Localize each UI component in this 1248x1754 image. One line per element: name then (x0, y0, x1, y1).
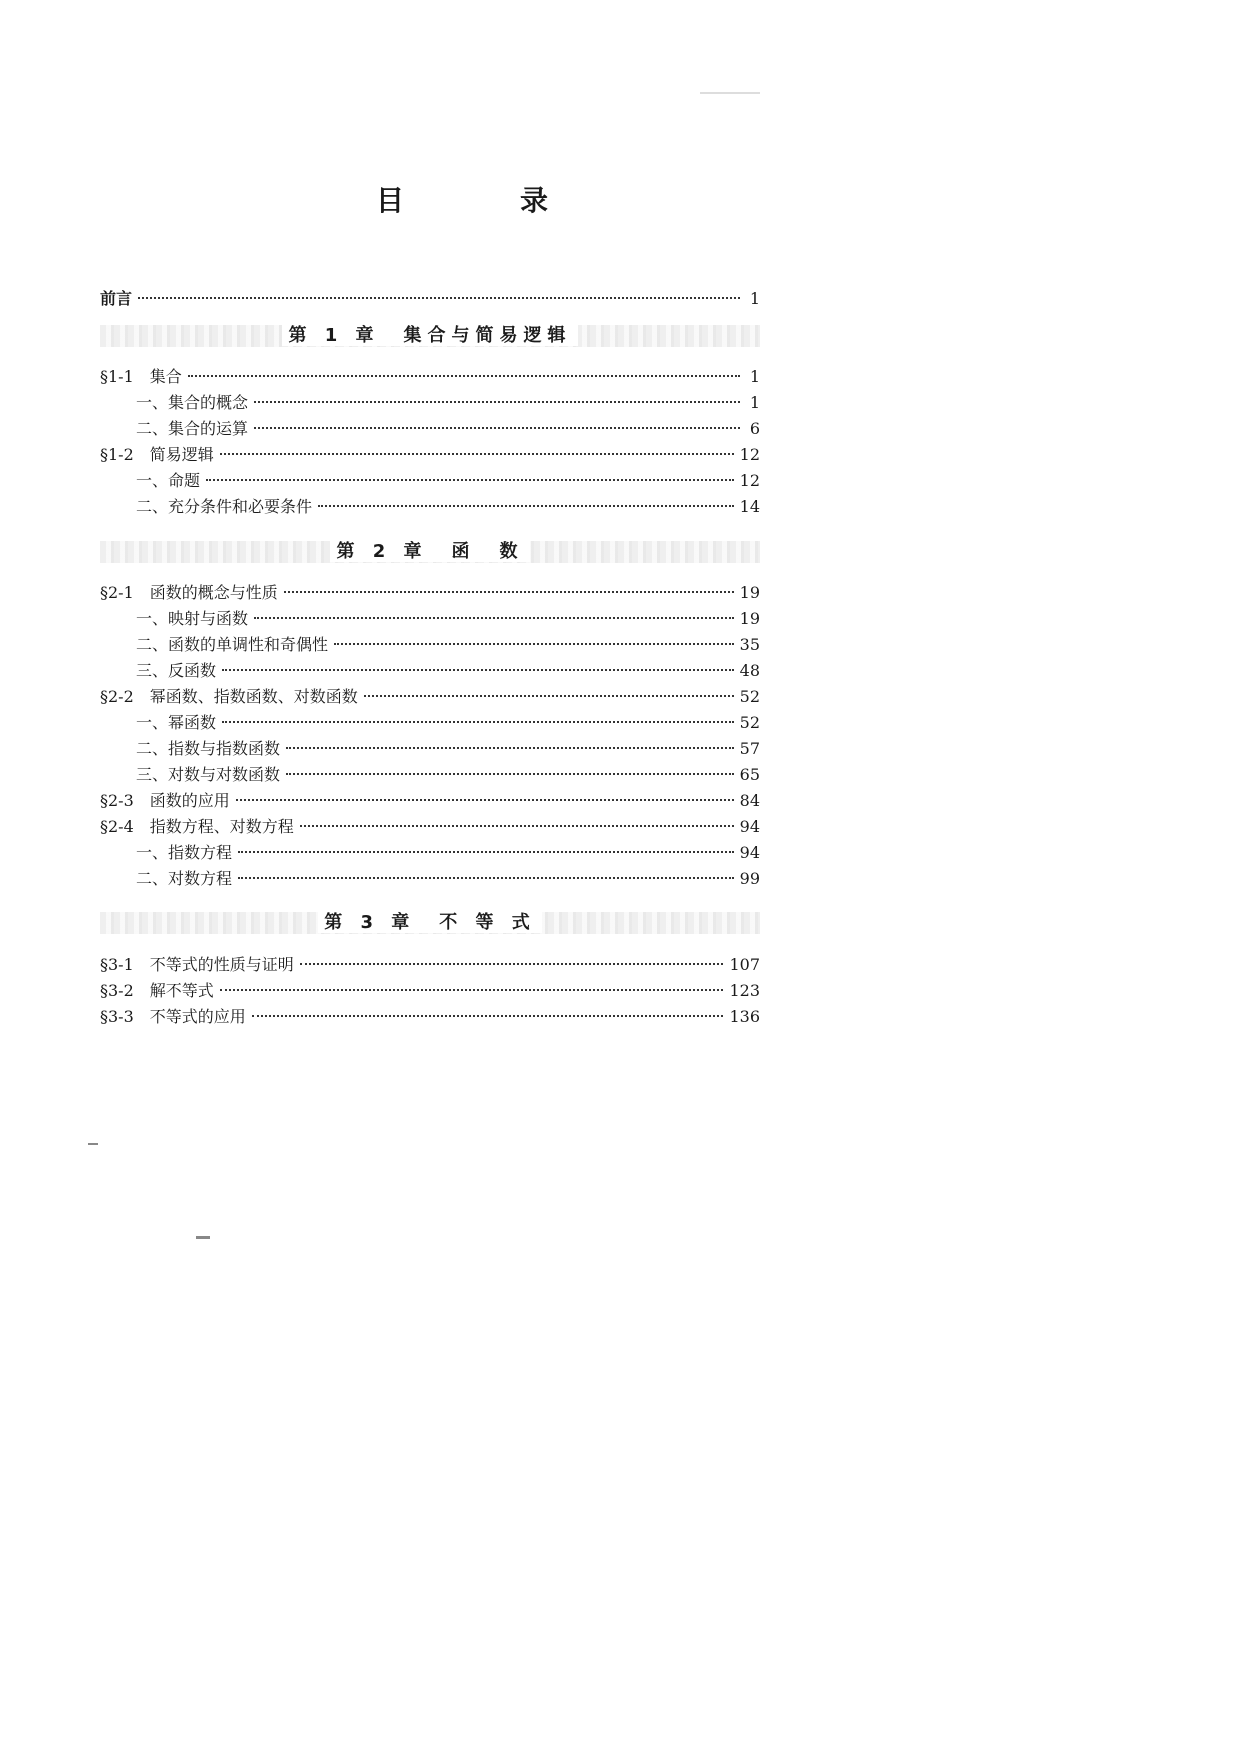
dot-leader (188, 375, 740, 377)
toc-entry-section[interactable] (100, 954, 760, 976)
scan-speck (700, 92, 760, 94)
dot-leader (286, 747, 734, 749)
toc-entry-page: 65 (739, 765, 760, 784)
toc-entry-page: 94 (739, 843, 760, 862)
toc-entry-page: 48 (739, 661, 760, 680)
toc-entry-page: 99 (739, 869, 760, 888)
toc-entry-label: §2-2 幂函数、指数函数、对数函数 (100, 687, 358, 706)
chapter-heading-1[interactable] (100, 323, 760, 349)
toc-entry-page: 1 (749, 289, 760, 308)
dot-leader (284, 591, 734, 593)
toc-entry-page: 107 (729, 955, 760, 974)
toc-entry-label: §1-1 集合 (100, 367, 182, 386)
dot-leader (238, 851, 734, 853)
dot-leader (286, 773, 734, 775)
dot-leader (254, 427, 740, 429)
toc-entry-page: 19 (739, 583, 760, 602)
toc-entry-section[interactable] (100, 366, 760, 388)
toc-entry-page: 35 (739, 635, 760, 654)
toc-entry-section[interactable] (100, 582, 760, 604)
toc-entry-section[interactable] (100, 816, 760, 838)
toc-entry-page: 52 (739, 713, 760, 732)
toc-entry-label: 二、对数方程 (136, 869, 233, 888)
dot-leader (206, 479, 734, 481)
toc-entry-label: 一、幂函数 (136, 713, 217, 732)
chapter-title: 第 2 章 函 数 (330, 541, 529, 562)
toc-entry-preface[interactable] (100, 288, 760, 310)
dot-leader (318, 505, 734, 507)
toc-entry-section[interactable] (100, 1006, 760, 1028)
toc-entry-label: 二、充分条件和必要条件 (136, 497, 313, 516)
chapter-heading-2[interactable] (100, 539, 760, 565)
toc-entry-subsection[interactable] (100, 712, 760, 734)
toc-entry-label: 二、指数与指数函数 (136, 739, 281, 758)
toc-entry-label: §2-4 指数方程、对数方程 (100, 817, 294, 836)
toc-entry-page: 6 (749, 419, 760, 438)
toc-entry-page: 19 (739, 609, 760, 628)
dot-leader (220, 453, 734, 455)
toc-entry-section[interactable] (100, 790, 760, 812)
toc-entry-label: 一、指数方程 (136, 843, 233, 862)
toc-entry-subsection[interactable] (100, 660, 760, 682)
chapter-title: 第 3 章 不 等 式 (318, 912, 542, 933)
toc-entry-subsection[interactable] (100, 418, 760, 440)
toc-entry-label: 一、映射与函数 (136, 609, 249, 628)
toc-entry-label: §3-1 不等式的性质与证明 (100, 955, 294, 974)
toc-entry-subsection[interactable] (100, 764, 760, 786)
toc-entry-page: 12 (739, 471, 760, 490)
toc-entry-subsection[interactable] (100, 842, 760, 864)
toc-entry-page: 57 (739, 739, 760, 758)
dot-leader (252, 1015, 724, 1017)
toc-entry-subsection[interactable] (100, 608, 760, 630)
toc-entry-subsection[interactable] (100, 738, 760, 760)
page-title: 目 录 (376, 184, 593, 217)
dot-leader (334, 643, 734, 645)
toc-entry-label: 三、对数与对数函数 (136, 765, 281, 784)
toc-entry-page: 136 (729, 1007, 760, 1026)
toc-entry-label: 三、反函数 (136, 661, 217, 680)
dot-leader (364, 695, 734, 697)
dot-leader (238, 877, 734, 879)
toc-entry-label: §3-3 不等式的应用 (100, 1007, 246, 1026)
dot-leader (138, 297, 740, 299)
dot-leader (300, 825, 734, 827)
dot-leader (220, 989, 724, 991)
dot-leader (222, 669, 734, 671)
dot-leader (236, 799, 734, 801)
toc-entry-subsection[interactable] (100, 496, 760, 518)
toc-entry-label: 二、函数的单调性和奇偶性 (136, 635, 329, 654)
toc-entry-section[interactable] (100, 444, 760, 466)
toc-entry-label: §2-1 函数的概念与性质 (100, 583, 278, 602)
toc-entry-subsection[interactable] (100, 470, 760, 492)
dot-leader (254, 617, 734, 619)
toc-entry-page: 1 (749, 367, 760, 386)
chapter-title: 第 1 章 集合与简易逻辑 (282, 325, 577, 346)
dot-leader (300, 963, 724, 965)
toc-entry-section[interactable] (100, 980, 760, 1002)
toc-entry-label: §1-2 简易逻辑 (100, 445, 214, 464)
scan-speck (88, 1143, 98, 1145)
toc-entry-subsection[interactable] (100, 634, 760, 656)
dot-leader (254, 401, 740, 403)
scan-speck (196, 1236, 210, 1239)
toc-entry-page: 123 (729, 981, 760, 1000)
toc-entry-label: §3-2 解不等式 (100, 981, 214, 1000)
toc-entry-label: 前言 (100, 289, 133, 308)
toc-entry-subsection[interactable] (100, 868, 760, 890)
toc-entry-page: 12 (739, 445, 760, 464)
toc-entry-label: §2-3 函数的应用 (100, 791, 230, 810)
toc-entry-label: 一、命题 (136, 471, 201, 490)
toc-entry-page: 94 (739, 817, 760, 836)
toc-entry-page: 1 (749, 393, 760, 412)
toc-entry-page: 14 (739, 497, 760, 516)
toc-entry-label: 二、集合的运算 (136, 419, 249, 438)
toc-entry-section[interactable] (100, 686, 760, 708)
toc-entry-page: 84 (739, 791, 760, 810)
toc-entry-label: 一、集合的概念 (136, 393, 249, 412)
toc-entry-page: 52 (739, 687, 760, 706)
toc-entry-subsection[interactable] (100, 392, 760, 414)
dot-leader (222, 721, 734, 723)
chapter-heading-3[interactable] (100, 910, 760, 936)
